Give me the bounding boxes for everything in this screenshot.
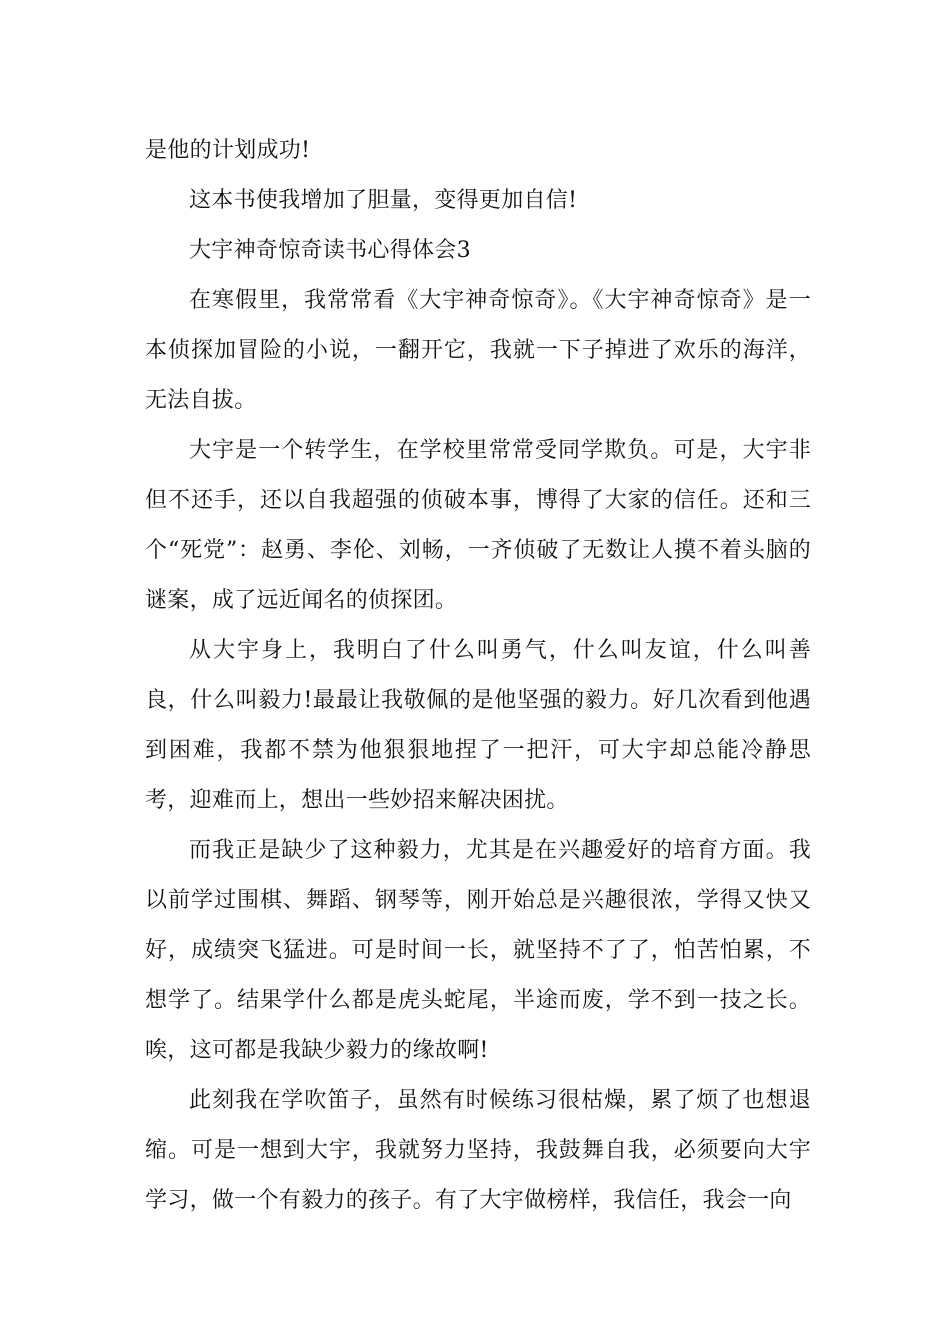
document-body <box>145 126 811 1226</box>
paragraph: 这本书使我增加了胆量，变得更加自信! <box>189 188 578 213</box>
paragraph: 而我正是缺少了这种毅力，尤其是在兴趣爱好的培育方面。我以前学过围棋、舞蹈、钢琴等，刚开始总是兴趣很浓，学得又快又好，成绩突飞猛进。可是时间一长，就坚持不了了，怕苦怕累，不想学了。结果学什么都是虎头蛇尾，半途而废，学不到一技之长。唉，这可都是我缺少毅力的缘故啊! <box>145 838 811 1063</box>
paragraph: 此刻我在学吹笛子，虽然有时候练习很枯燥，累了烦了也想退缩。可是一想到大宇，我就努力坚持，我鼓舞自我，必须要向大宇学习，做一个有毅力的孩子。有了大宇做榜样，我信任，我会一向 <box>145 1088 811 1213</box>
paragraph: 大宇是一个转学生，在学校里常常受同学欺负。可是，大宇非但不还手，还以自我超强的侦破本事，博得了大家的信任。还和三个“死党”：赵勇、李伦、刘畅，一齐侦破了无数让人摸不着头脑的谜案，成了远近闻名的侦探团。 <box>145 438 811 613</box>
paragraph: 在寒假里，我常常看《大宇神奇惊奇》。《大宇神奇惊奇》是一本侦探加冒险的小说，一翻开它，我就一下子掉进了欢乐的海洋，无法自拔。 <box>145 288 811 413</box>
paragraph-continuation: 是他的计划成功! <box>145 138 311 163</box>
section-heading: 大宇神奇惊奇读书心得体会3 <box>189 238 471 263</box>
paragraph: 从大宇身上，我明白了什么叫勇气，什么叫友谊，什么叫善良，什么叫毅力!最最让我敬佩的是他坚强的毅力。好几次看到他遇到困难，我都不禁为他狠狠地捏了一把汗，可大宇却总能冷静思考，迎难而上，想出一些妙招来解决困扰。 <box>145 638 811 813</box>
